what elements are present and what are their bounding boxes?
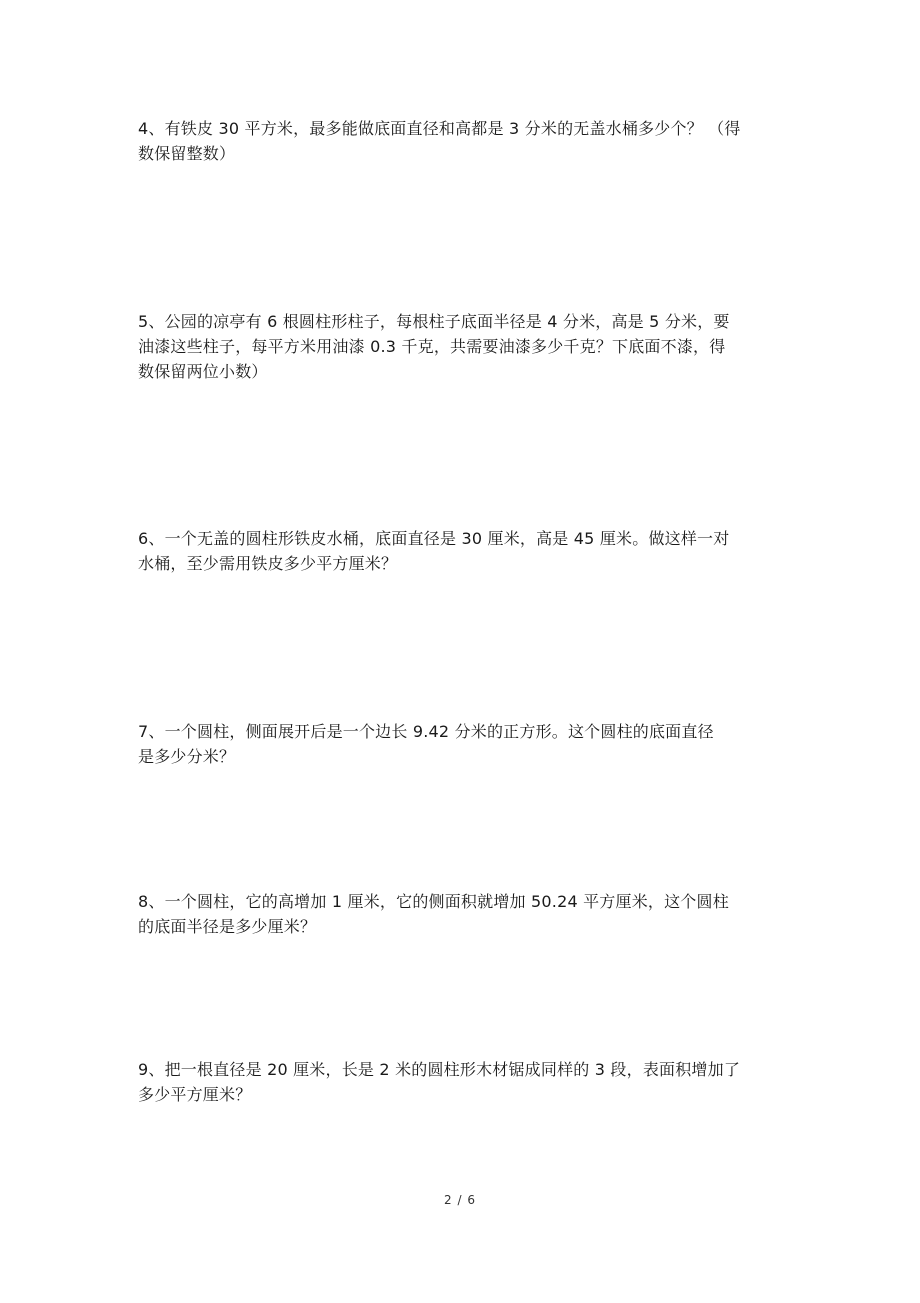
- problem-line: 的底面半径是多少厘米？: [138, 917, 317, 936]
- problem-9: [138, 1057, 788, 1107]
- problem-4: [138, 116, 788, 166]
- problem-line: 数保留整数）: [138, 144, 236, 163]
- problem-line: 水桶，至少需用铁皮多少平方厘米？: [138, 554, 398, 573]
- problem-line: 5、公园的凉亭有 6 根圆柱形柱子，每根柱子底面半径是 4 分米，高是 5 分米，要: [138, 312, 730, 331]
- problem-line: 6、一个无盖的圆柱形铁皮水桶，底面直径是 30 厘米，高是 45 厘米。做这样一对: [138, 529, 730, 548]
- problem-line: 油漆这些柱子，每平方米用油漆 0.3 千克，共需要油漆多少千克？下底面不漆，得: [138, 337, 726, 356]
- problem-line: 8、一个圆柱，它的高增加 1 厘米，它的侧面积就增加 50.24 平方厘米，这个圆柱: [138, 892, 729, 911]
- problem-line: 7、一个圆柱，侧面展开后是一个边长 9.42 分米的正方形。这个圆柱的底面直径: [138, 722, 714, 741]
- problem-line: 数保留两位小数）: [138, 362, 268, 381]
- problem-line: 多少平方厘米？: [138, 1085, 252, 1104]
- problem-7: [138, 719, 788, 769]
- problem-line: 4、有铁皮 30 平方米，最多能做底面直径和高都是 3 分米的无盖水桶多少个？ （得: [138, 119, 741, 138]
- problem-line: 是多少分米？: [138, 747, 236, 766]
- page-number: 2 / 6: [444, 1193, 476, 1207]
- problem-line: 9、把一根直径是 20 厘米，长是 2 米的圆柱形木材锯成同样的 3 段，表面积增加了: [138, 1060, 741, 1079]
- problem-5: [138, 309, 788, 384]
- problem-6: [138, 526, 788, 576]
- problem-8: [138, 889, 788, 939]
